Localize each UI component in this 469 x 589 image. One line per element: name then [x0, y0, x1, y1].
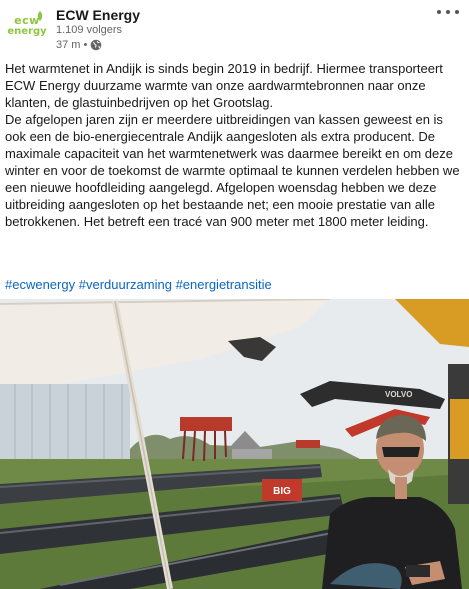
hashtag-list	[5, 276, 272, 293]
post-image[interactable]	[0, 299, 469, 589]
construction-site-photo	[0, 299, 469, 589]
follower-count: 1.109 volgers	[56, 24, 123, 36]
excavator-brand: VOLVO	[385, 390, 413, 399]
hashtag-link[interactable]: #ecwenergy	[5, 277, 76, 292]
hashtag-link[interactable]: #energietransitie	[175, 277, 272, 292]
logo-text-bottom: energy	[7, 26, 47, 37]
post-header	[0, 0, 469, 58]
sign-text: BIG	[273, 486, 291, 497]
company-logo[interactable]	[6, 9, 48, 41]
company-name-link[interactable]: ECW Energy	[56, 7, 141, 23]
globe-icon	[90, 39, 102, 51]
more-dot	[455, 10, 459, 14]
post-paragraph-2: De afgelopen jaren zijn er meerdere uitbreidingen van kassen geweest en is ook een de bio-energiecentrale Andijk aangesloten als extra producent. De maximale capaciteit van het warmtenetwerk was daarmee bereikt en om deze winter en voor de toekomst de warmte optimaal te kunnen verdelen hebben we een nieuwe hoofdleiding aangelegd. Afgelopen woensdag hebben we deze uitbreiding aangesloten op het bestaande net; een mooie prestatie van alle betrokkenen. Het betreft een tracé van 900 meter met 1800 meter leiding.	[5, 112, 460, 229]
post-meta	[56, 38, 102, 52]
post-paragraph-1: Het warmtenet in Andijk is sinds begin 2019 in bedrijf. Hiermee transporteert ECW Energy duurzame warmte van onze aardwarmtebronnen naar onze klanten, de glastuinbedrijven op het Grootslag.	[5, 61, 443, 110]
more-dot	[446, 10, 450, 14]
more-options-button[interactable]	[437, 4, 459, 20]
more-horizontal-icon	[437, 10, 441, 14]
logo-text-top: ecw	[14, 14, 40, 27]
post-time: 37 m	[56, 39, 81, 51]
hashtag-link[interactable]: #verduurzaming	[78, 277, 172, 292]
meta-separator: •	[83, 39, 88, 51]
post-body	[5, 60, 465, 230]
